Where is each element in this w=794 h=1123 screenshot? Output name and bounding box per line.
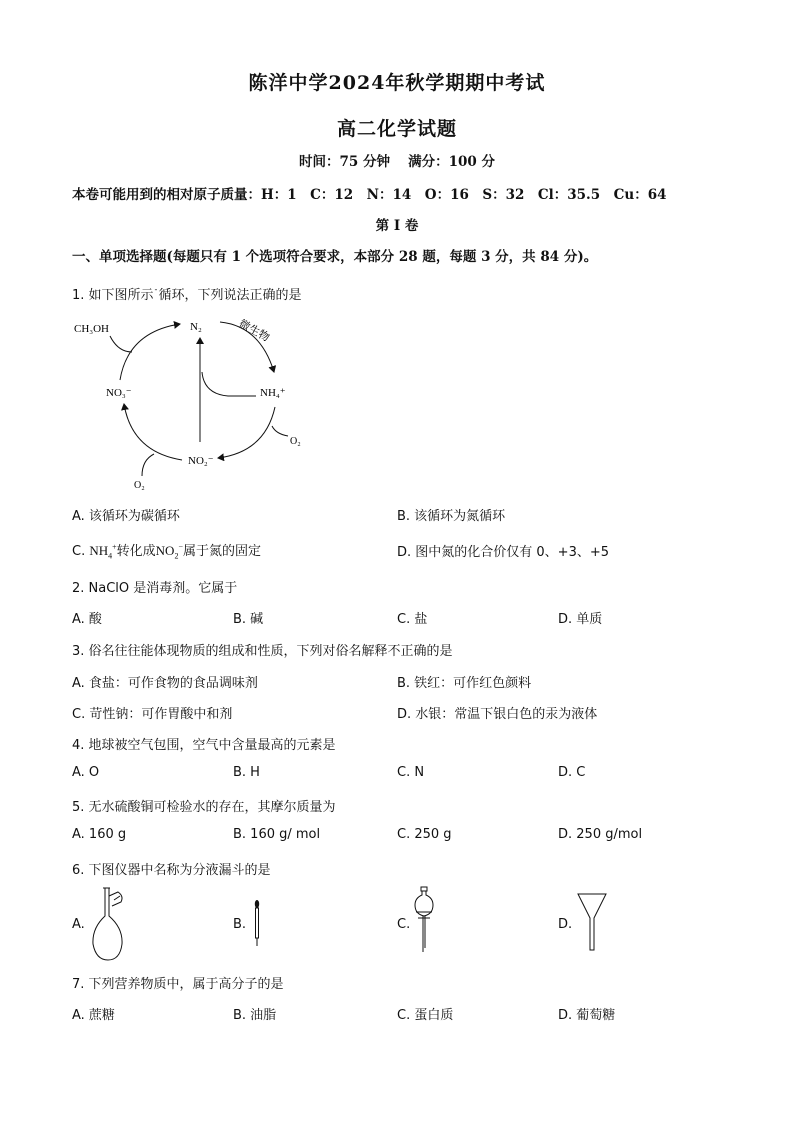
q3-option-b[interactable]: B. 铁红：可作红色颜料 [397, 676, 532, 691]
no2-formula: $NO_2^-$ [155, 542, 183, 561]
atomic-mass-line: 本卷可能用到的相对原子质量：H：1 C：12 N：14 O：16 S：32 Cl：35.5 Cu：64 [72, 187, 667, 203]
ch3oh-feed [110, 336, 132, 352]
question-1-stem-part2: 循环，下列说法正确的是 [158, 288, 302, 303]
q7-option-c[interactable]: C. 蛋白质 [397, 1008, 454, 1023]
volume-heading: 第 I 卷 [375, 218, 419, 234]
o2-right-label: O₂ [290, 436, 301, 447]
o2-feed-right [272, 426, 288, 436]
q4-option-a[interactable]: A. O [72, 765, 100, 780]
q6-option-a-label[interactable]: A. [72, 917, 85, 932]
q7-option-a[interactable]: A. 蔗糖 [72, 1008, 115, 1023]
q7-option-d[interactable]: D. 葡萄糖 [558, 1008, 616, 1023]
section-heading: 一、单项选择题(每题只有 1 个选项符合要求，本部分 28 题，每题 3 分，共 84 分)。 [72, 249, 598, 265]
nh4-label: NH₄⁺ [260, 387, 286, 399]
q2-option-b[interactable]: B. 碱 [233, 612, 264, 627]
nh4-to-center-line [202, 372, 256, 396]
q3-option-a[interactable]: A. 食盐：可作食物的食品调味剂 [72, 676, 258, 691]
o2-bottom-label: O₂ [134, 480, 145, 491]
q5-option-d[interactable]: D. 250 g/mol [558, 827, 643, 842]
no2-label: NO₂⁻ [188, 455, 214, 467]
question-1-stem-part1: 1. 如下图所示 [72, 288, 154, 303]
q3-option-d[interactable]: D. 水银：常温下银白色的汞为液体 [397, 707, 598, 722]
nitrogen-cycle-diagram [70, 312, 330, 492]
q6-option-b-label[interactable]: B. [233, 917, 247, 932]
q2-option-c[interactable]: C. 盐 [397, 612, 428, 627]
q5-option-a[interactable]: A. 160 g [72, 827, 127, 842]
exam-title: 陈洋中学2024年秋学期期中考试 [248, 72, 546, 94]
separatory-funnel-icon[interactable] [412, 886, 436, 956]
question-1-stem [72, 284, 301, 303]
q5-option-b[interactable]: B. 160 g/ mol [233, 827, 321, 842]
q4-option-d[interactable]: D. C [558, 765, 586, 780]
q1-option-b[interactable]: B. 该循环为氮循环 [397, 509, 506, 524]
q1-option-c[interactable] [72, 540, 261, 561]
q4-option-b[interactable]: B. H [233, 765, 260, 780]
question-6-stem: 6. 下图仪器中名称为分液漏斗的是 [72, 863, 271, 878]
dropper-pipette-icon[interactable] [250, 898, 264, 948]
question-7-stem: 7. 下列营养物质中，属于高分子的是 [72, 977, 284, 992]
superscript-mark: - [154, 285, 158, 294]
q7-option-b[interactable]: B. 油脂 [233, 1008, 277, 1023]
question-5-stem: 5. 无水硫酸铜可检验水的存在，其摩尔质量为 [72, 800, 336, 815]
exam-subtitle: 高二化学试题 [336, 118, 457, 140]
question-3-stem: 3. 俗名往往能体现物质的组成和性质，下列对俗名解释不正确的是 [72, 644, 453, 659]
q1-option-c-prefix: C. [72, 544, 90, 559]
time-and-score: 时间：75 分钟 满分：100 分 [298, 154, 496, 170]
q3-option-c[interactable]: C. 苛性钠：可作胃酸中和剂 [72, 707, 233, 722]
arrow-nh4-to-no2 [218, 407, 275, 458]
q1-option-d[interactable]: D. 图中氮的化合价仅有 0、+3、+5 [397, 545, 610, 560]
arrow-no2-to-no3 [124, 404, 182, 460]
q6-option-c-label[interactable]: C. [397, 917, 411, 932]
q2-option-d[interactable]: D. 单质 [558, 612, 603, 627]
q1-option-c-suffix: 属于氮的固定 [182, 544, 261, 559]
nh4-formula: $NH_4^+$ [89, 542, 117, 561]
q1-option-a[interactable]: A. 该循环为碳循环 [72, 509, 180, 524]
q4-option-c[interactable]: C. N [397, 765, 425, 780]
no3-label: NO₃⁻ [106, 387, 132, 399]
n2-label: N₂ [190, 321, 202, 333]
ch3oh-label: CH₃OH [74, 323, 110, 335]
o2-feed-bottom [142, 454, 154, 476]
q1-option-c-mid: 转化成 [116, 544, 156, 559]
question-4-stem: 4. 地球被空气包围，空气中含量最高的元素是 [72, 738, 336, 753]
q6-option-d-label[interactable]: D. [558, 917, 573, 932]
microbe-label: 微生物 [236, 317, 272, 345]
q5-option-c[interactable]: C. 250 g [397, 827, 452, 842]
q2-option-a[interactable]: A. 酸 [72, 612, 102, 627]
question-2-stem: 2. NaClO 是消毒剂。它属于 [72, 581, 238, 596]
volumetric-flask-icon[interactable] [88, 886, 132, 962]
funnel-icon[interactable] [576, 892, 608, 952]
